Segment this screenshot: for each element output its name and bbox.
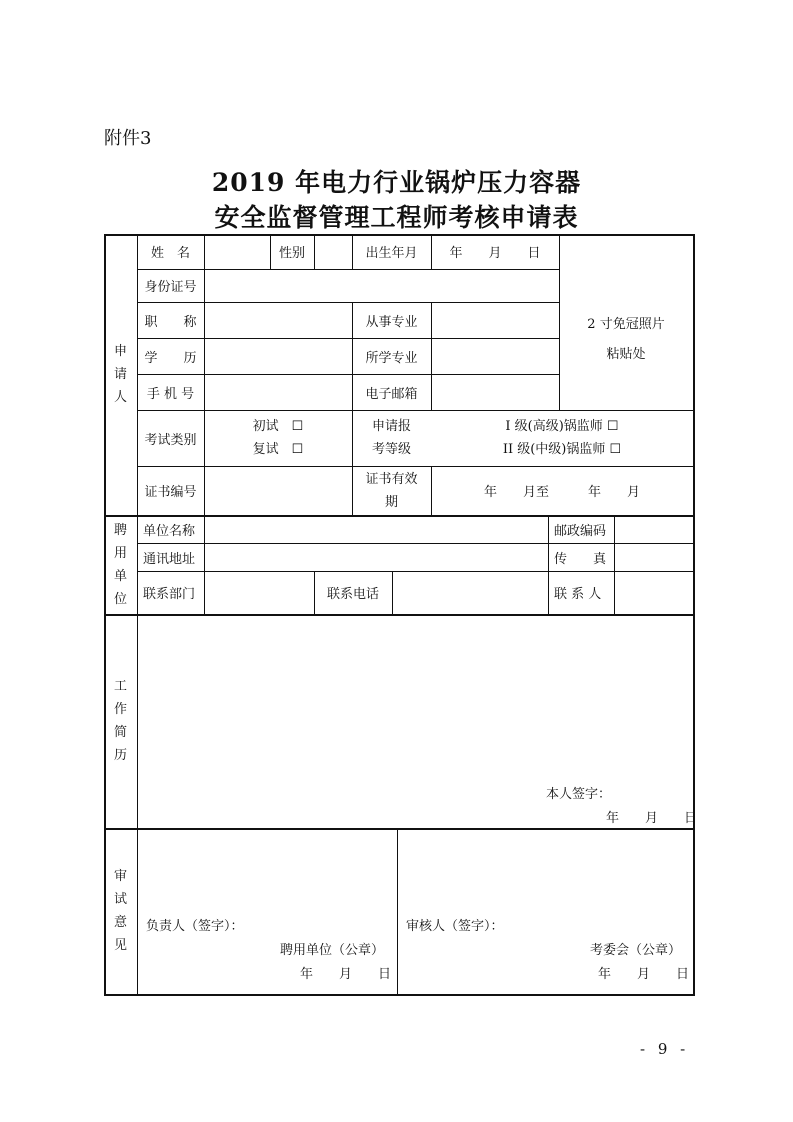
exam-retake-checkbox[interactable]: 复试 ☐ bbox=[252, 442, 304, 457]
form-title-line-2: 安全监督管理工程师考核申请表 bbox=[214, 203, 579, 232]
major-field[interactable] bbox=[432, 302, 559, 338]
id-field[interactable] bbox=[205, 269, 559, 302]
work-history-field[interactable] bbox=[138, 616, 693, 776]
tel-field[interactable] bbox=[393, 571, 548, 614]
tel-label: 联系电话 bbox=[326, 587, 379, 602]
section-work-history: 工作简历 bbox=[113, 679, 127, 763]
birth-field[interactable]: 年 月 日 bbox=[449, 246, 541, 261]
id-label: 身份证号 bbox=[144, 280, 197, 295]
dept-field[interactable] bbox=[205, 571, 314, 614]
right-signer-label: 审核人（签字）： bbox=[406, 918, 504, 934]
fax-label: 传 真 bbox=[554, 551, 607, 567]
name-field[interactable] bbox=[205, 234, 270, 269]
section-applicant: 申请人 bbox=[113, 344, 127, 405]
border-bottom bbox=[104, 994, 695, 996]
form-title-line-1: 2019 年电力行业锅炉压力容器 bbox=[211, 168, 582, 197]
photo-placeholder bbox=[559, 269, 693, 410]
postcode-field[interactable] bbox=[615, 515, 693, 543]
birth-label: 出生年月 bbox=[365, 246, 418, 261]
col-line bbox=[397, 828, 398, 996]
name-label: 姓 名 bbox=[150, 246, 190, 261]
level-2-checkbox[interactable]: II 级(中级)锅监师 ☐ bbox=[502, 442, 622, 457]
work-date: 年 月 日 bbox=[606, 810, 698, 826]
gender-field[interactable] bbox=[315, 234, 352, 269]
contact-field[interactable] bbox=[615, 571, 693, 614]
exam-type-label: 考试类别 bbox=[144, 432, 197, 448]
work-signature-label: 本人签字： bbox=[546, 786, 612, 802]
fax-field[interactable] bbox=[615, 543, 693, 571]
right-seal-label: 考委会（公章） bbox=[590, 942, 682, 958]
section-review: 审试意见 bbox=[113, 869, 127, 953]
apply-level-label-line-2: 考等级 bbox=[371, 442, 411, 457]
section-employer: 聘用单位 bbox=[113, 522, 127, 607]
left-date: 年 月 日 bbox=[300, 966, 392, 982]
email-field[interactable] bbox=[432, 374, 559, 410]
studied-major-label: 所学专业 bbox=[365, 350, 418, 366]
cert-valid-field[interactable]: 年 月至 年 月 bbox=[483, 485, 640, 500]
title-field[interactable] bbox=[205, 302, 352, 338]
address-field[interactable] bbox=[205, 543, 548, 571]
cert-valid-label-line-2: 期 bbox=[384, 494, 398, 510]
studied-major-field[interactable] bbox=[432, 338, 559, 374]
postcode-label: 邮政编码 bbox=[554, 523, 607, 539]
contact-label: 联 系 人 bbox=[554, 587, 602, 602]
title-label: 职 称 bbox=[144, 314, 197, 330]
apply-level-label bbox=[352, 410, 431, 466]
education-label: 学 历 bbox=[144, 350, 197, 366]
left-seal-label: 聘用单位（公章） bbox=[280, 942, 385, 958]
cert-valid-label-line-1: 证书有效 bbox=[365, 471, 418, 487]
photo-label-line-1: 2 寸免冠照片 bbox=[587, 316, 665, 332]
email-label: 电子邮箱 bbox=[365, 386, 418, 402]
unit-name-field[interactable] bbox=[205, 515, 548, 543]
exam-first-checkbox[interactable]: 初试 ☐ bbox=[252, 419, 304, 434]
dept-label: 联系部门 bbox=[143, 587, 196, 602]
address-label: 通讯地址 bbox=[143, 551, 196, 567]
phone-field[interactable] bbox=[205, 374, 352, 410]
cert-no-field[interactable] bbox=[205, 466, 352, 515]
level-1-checkbox[interactable]: I 级(高级)锅监师 ☐ bbox=[505, 419, 619, 434]
page-number: - 9 - bbox=[640, 1040, 690, 1058]
phone-label: 手 机 号 bbox=[146, 386, 195, 402]
cert-valid-label bbox=[352, 466, 431, 515]
gender-label: 性别 bbox=[278, 246, 305, 261]
right-date: 年 月 日 bbox=[598, 966, 690, 982]
cert-no-label: 证书编号 bbox=[144, 485, 197, 500]
exam-type-options bbox=[204, 410, 352, 466]
education-field[interactable] bbox=[205, 338, 352, 374]
left-signer-label: 负责人（签字）： bbox=[146, 918, 244, 934]
unit-name-label: 单位名称 bbox=[143, 523, 196, 539]
photo-label-line-2: 粘贴处 bbox=[606, 346, 646, 362]
attachment-label: 附件3 bbox=[104, 128, 152, 149]
apply-level-label-line-1: 申请报 bbox=[371, 419, 411, 434]
apply-level-options bbox=[431, 410, 693, 466]
major-label: 从事专业 bbox=[365, 314, 418, 330]
application-form bbox=[104, 234, 698, 996]
section-line bbox=[104, 828, 695, 830]
